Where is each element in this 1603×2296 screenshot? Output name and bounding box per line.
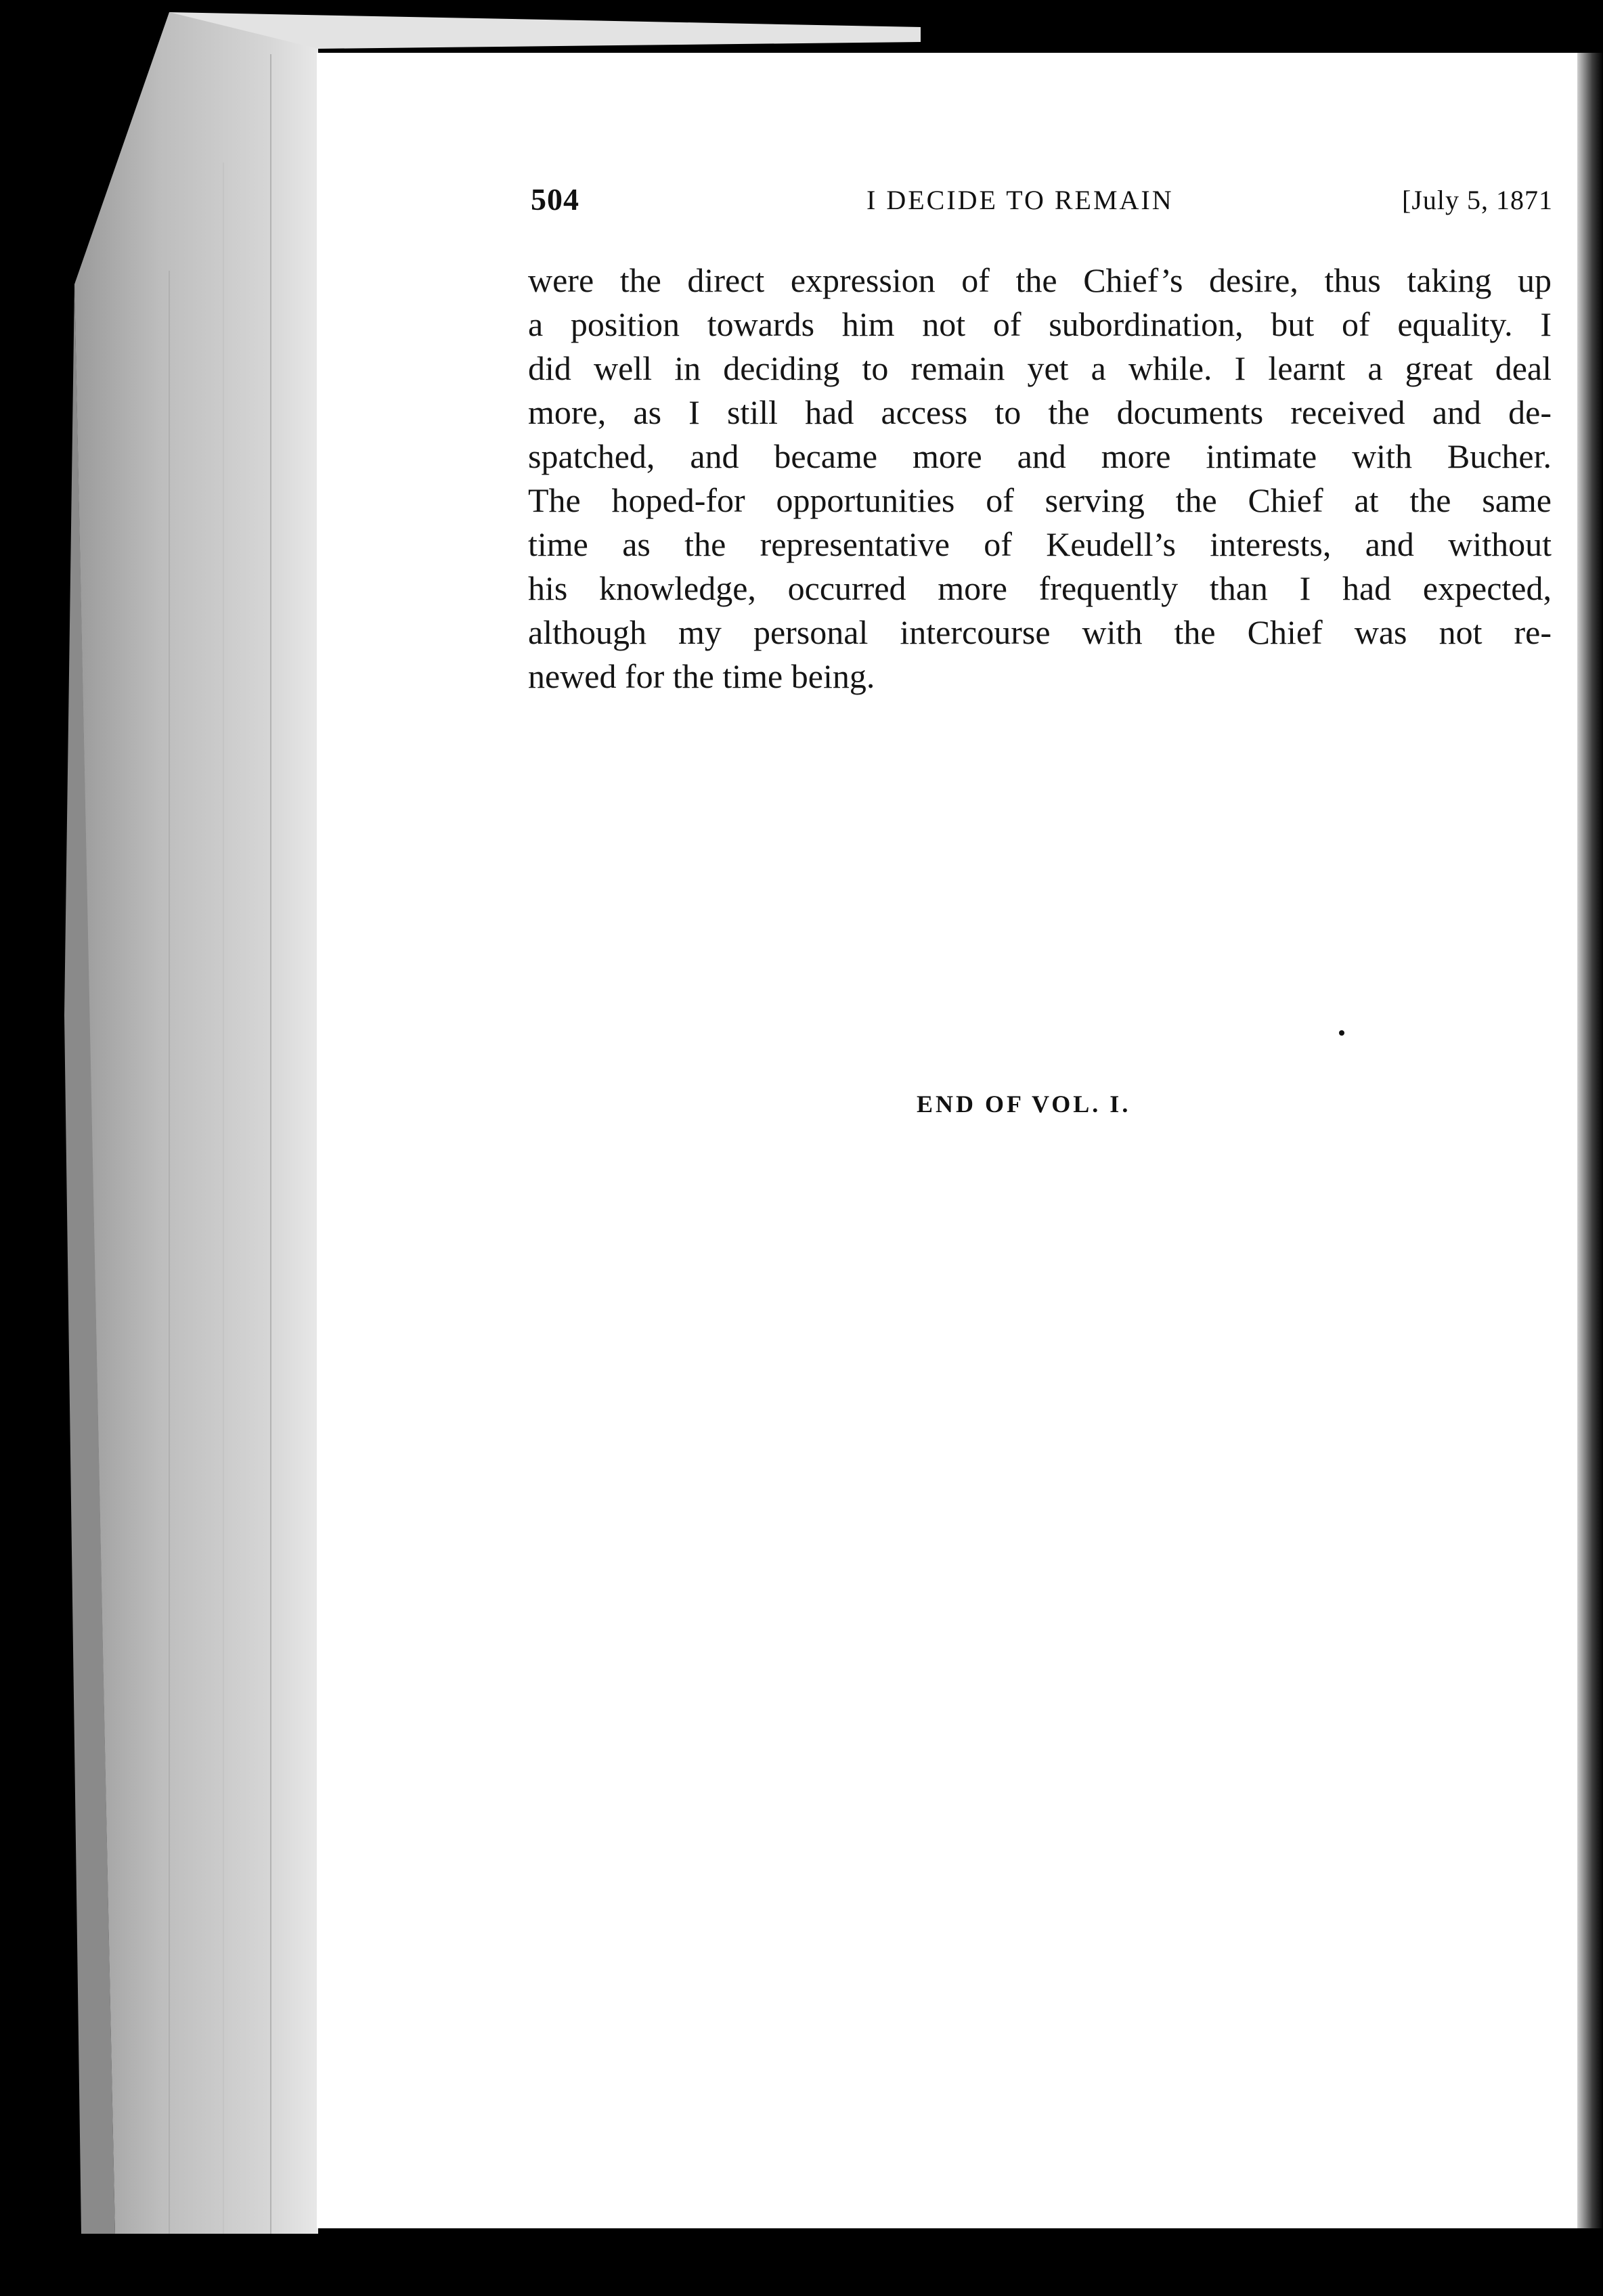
text-line: his knowledge, occurred more frequently than I had expected,	[528, 569, 1552, 607]
page-gutter-shadow	[1577, 53, 1603, 2228]
text-line: newed for the time being.	[528, 657, 875, 695]
running-header	[531, 181, 1553, 229]
text-line: time as the representative of Keudell’s interests, and without	[528, 525, 1552, 563]
date-note: [July 5, 1871	[1402, 185, 1553, 215]
text-line: spatched, and became more and more intimate with Bucher.	[528, 437, 1552, 475]
running-title: I DECIDE TO REMAIN	[866, 185, 1174, 215]
page-number: 504	[531, 182, 579, 217]
ink-speck	[1339, 1030, 1344, 1036]
text-line: a position towards him not of subordination, but of equality. I	[528, 305, 1552, 343]
text-line: The hoped-for opportunities of serving the Chief at the same	[528, 481, 1552, 519]
body-paragraph	[528, 259, 1552, 699]
text-line: did well in deciding to remain yet a while. I learnt a great deal	[528, 349, 1552, 387]
end-of-volume-note: END OF VOL. I.	[917, 1090, 1131, 1118]
text-line: more, as I still had access to the documents received and de-	[528, 393, 1552, 431]
text-line: were the direct expression of the Chief’s desire, thus taking up	[528, 261, 1552, 299]
text-line: although my personal intercourse with the Chief was not re-	[528, 613, 1552, 651]
